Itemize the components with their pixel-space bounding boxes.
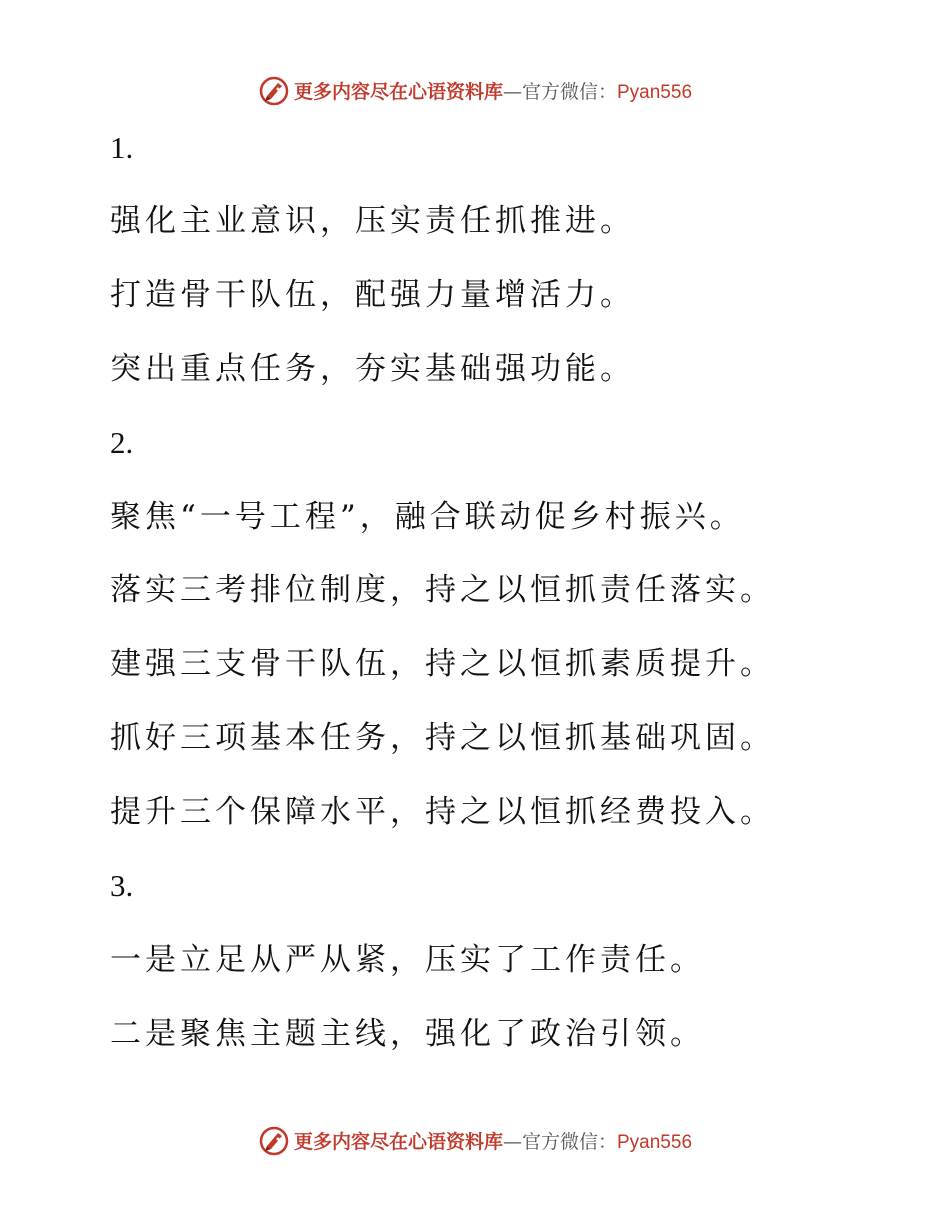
official-label: 官方微信： — [521, 1130, 617, 1153]
text-line: 突出重点任务，夯实基础强功能。 — [110, 351, 635, 387]
banner-text — [294, 1127, 692, 1154]
section-number: 3. — [110, 868, 134, 903]
wechat-id: Pyan556 — [617, 81, 693, 103]
banner-text — [294, 77, 692, 104]
text-line: 建强三支骨干队伍，持之以恒抓素质提升。 — [110, 646, 775, 682]
pen-logo-icon — [258, 1124, 290, 1156]
official-label: 官方微信： — [521, 80, 617, 103]
section-number: 2. — [110, 425, 134, 460]
text-line: 一是立足从严从紧，压实了工作责任。 — [110, 942, 705, 978]
separator: — — [502, 1130, 522, 1153]
brand-text: 更多内容尽在心语资料库 — [293, 1130, 503, 1153]
separator: — — [502, 80, 522, 103]
text-line: 提升三个保障水平，持之以恒抓经费投入。 — [110, 794, 775, 830]
text-line: 二是聚焦主题主线，强化了政治引领。 — [110, 1016, 705, 1052]
text-line: 落实三考排位制度，持之以恒抓责任落实。 — [110, 572, 775, 608]
footer-banner — [0, 1120, 950, 1160]
text-line: 抓好三项基本任务，持之以恒抓基础巩固。 — [110, 720, 775, 756]
text-line: 强化主业意识，压实责任抓推进。 — [110, 203, 635, 239]
text-line: 聚焦“一号工程”，融合联动促乡村振兴。 — [110, 499, 745, 535]
wechat-id: Pyan556 — [617, 1131, 693, 1153]
brand-text: 更多内容尽在心语资料库 — [293, 80, 503, 103]
text-line: 打造骨干队伍，配强力量增活力。 — [110, 277, 635, 313]
pen-logo-icon — [258, 74, 290, 106]
section-number: 1. — [110, 130, 134, 165]
header-banner — [0, 70, 950, 110]
